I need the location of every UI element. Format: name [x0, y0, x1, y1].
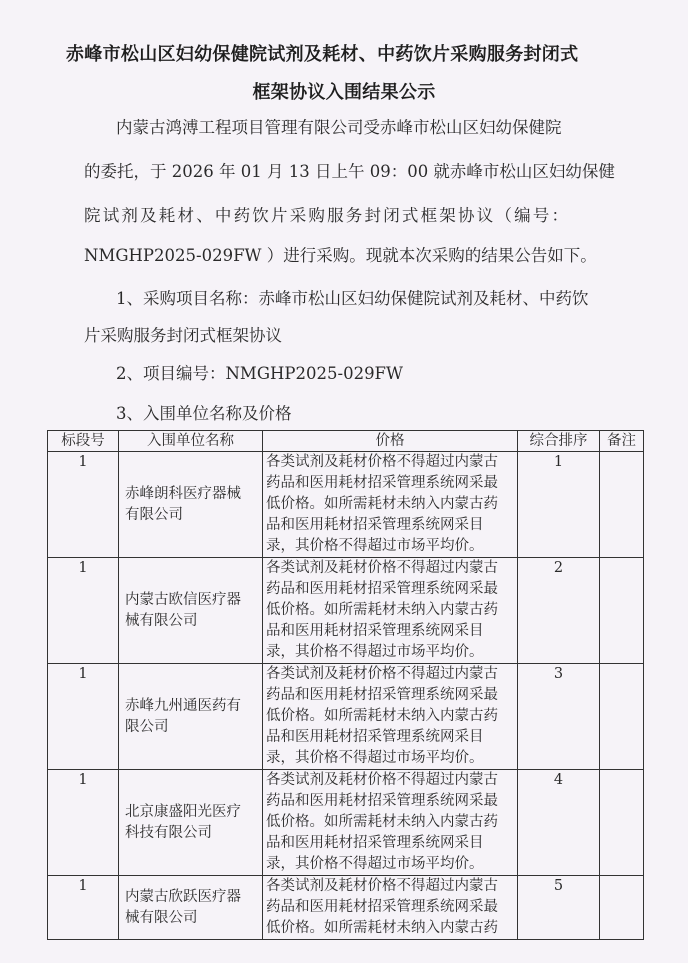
name-line: 赤峰九州通医药有	[125, 697, 241, 714]
price-line: 录，其价格不得超过市场平均价。	[266, 750, 484, 766]
price-line: 低价格。如所需耗材未纳入内蒙古药	[266, 602, 498, 618]
price-line: 药品和医用耗材招采管理系统网采最	[266, 581, 498, 597]
intro-line: 内蒙古鸿溥工程项目管理有限公司受赤峰市松山区妇幼保健院	[116, 118, 562, 137]
price-line: 品和医用耗材招采管理系统网采目	[266, 517, 484, 533]
price-cell	[263, 770, 518, 876]
rank-cell: 2	[518, 558, 600, 664]
intro-line: 的委托，于 2026 年 01 月 13 日上午 09：00 就赤峰市松山区妇幼保健	[84, 162, 615, 181]
supplier-name-cell	[119, 770, 263, 876]
price-line: 品和医用耗材招采管理系统网采目	[266, 729, 484, 745]
table-row	[48, 664, 644, 770]
name-line: 有限公司	[125, 506, 183, 523]
item3-heading: 3、入围单位名称及价格	[116, 404, 292, 423]
rank-cell: 4	[518, 770, 600, 876]
lot-cell: 1	[48, 452, 119, 558]
item2-project-number: 2、项目编号：NMGHP2025-029FW	[116, 364, 403, 383]
supplier-name-cell	[119, 558, 263, 664]
header-price: 价格	[263, 431, 518, 452]
price-line: 各类试剂及耗材价格不得超过内蒙古	[266, 454, 498, 470]
price-line: 低价格。如所需耗材未纳入内蒙古药	[266, 920, 498, 936]
header-lot: 标段号	[48, 431, 119, 452]
price-line: 各类试剂及耗材价格不得超过内蒙古	[266, 772, 498, 788]
price-line: 录，其价格不得超过市场平均价。	[266, 856, 484, 872]
price-line: 各类试剂及耗材价格不得超过内蒙古	[266, 666, 498, 682]
name-line: 限公司	[125, 718, 169, 735]
rank-cell: 5	[518, 876, 600, 940]
price-line: 药品和医用耗材招采管理系统网采最	[266, 687, 498, 703]
price-cell	[263, 558, 518, 664]
supplier-name-cell	[119, 452, 263, 558]
price-cell	[263, 452, 518, 558]
doc-title-line-2: 框架协议入围结果公示	[252, 82, 436, 103]
doc-title-line-1: 赤峰市松山区妇幼保健院试剂及耗材、中药饮片采购服务封闭式	[66, 44, 579, 65]
name-line: 内蒙古欧信医疗器	[125, 591, 241, 608]
lot-cell: 1	[48, 876, 119, 940]
supplier-name-cell	[119, 664, 263, 770]
price-line: 各类试剂及耗材价格不得超过内蒙古	[266, 878, 498, 894]
supplier-name-cell	[119, 876, 263, 940]
name-line: 北京康盛阳光医疗	[125, 803, 241, 820]
note-cell	[600, 452, 644, 558]
price-line: 低价格。如所需耗材未纳入内蒙古药	[266, 708, 498, 724]
price-line: 各类试剂及耗材价格不得超过内蒙古	[266, 560, 498, 576]
lot-cell: 1	[48, 664, 119, 770]
note-cell	[600, 558, 644, 664]
price-cell	[263, 664, 518, 770]
table-row	[48, 770, 644, 876]
note-cell	[600, 770, 644, 876]
results-table	[47, 430, 644, 940]
note-cell	[600, 664, 644, 770]
item1-line: 1、采购项目名称：赤峰市松山区妇幼保健院试剂及耗材、中药饮	[116, 289, 589, 308]
header-name: 入围单位名称	[119, 431, 263, 452]
price-cell	[263, 876, 518, 940]
lot-cell: 1	[48, 558, 119, 664]
header-note: 备注	[600, 431, 644, 452]
header-rank: 综合排序	[518, 431, 600, 452]
table-header-row	[48, 431, 644, 452]
price-line: 低价格。如所需耗材未纳入内蒙古药	[266, 814, 498, 830]
name-line: 械有限公司	[125, 612, 198, 629]
table-row	[48, 876, 644, 940]
name-line: 内蒙古欣跃医疗器	[125, 888, 241, 905]
price-line: 药品和医用耗材招采管理系统网采最	[266, 793, 498, 809]
name-line: 赤峰朗科医疗器械	[125, 485, 241, 502]
note-cell	[600, 876, 644, 940]
table-row	[48, 558, 644, 664]
price-line: 品和医用耗材招采管理系统网采目	[266, 623, 484, 639]
name-line: 科技有限公司	[125, 824, 212, 841]
rank-cell: 3	[518, 664, 600, 770]
price-line: 药品和医用耗材招采管理系统网采最	[266, 475, 498, 491]
rank-cell: 1	[518, 452, 600, 558]
price-line: 品和医用耗材招采管理系统网采目	[266, 835, 484, 851]
price-line: 药品和医用耗材招采管理系统网采最	[266, 899, 498, 915]
price-line: 录，其价格不得超过市场平均价。	[266, 538, 484, 554]
lot-cell: 1	[48, 770, 119, 876]
table-row	[48, 452, 644, 558]
price-line: 录，其价格不得超过市场平均价。	[266, 644, 484, 660]
name-line: 械有限公司	[125, 909, 198, 926]
item1-line: 片采购服务封闭式框架协议	[84, 326, 282, 345]
intro-line: 院试剂及耗材、中药饮片采购服务封闭式框架协议（编号：	[84, 206, 571, 225]
intro-line: NMGHP2025-029FW ）进行采购。现就本次采购的结果公告如下。	[84, 246, 597, 265]
price-line: 低价格。如所需耗材未纳入内蒙古药	[266, 496, 498, 512]
